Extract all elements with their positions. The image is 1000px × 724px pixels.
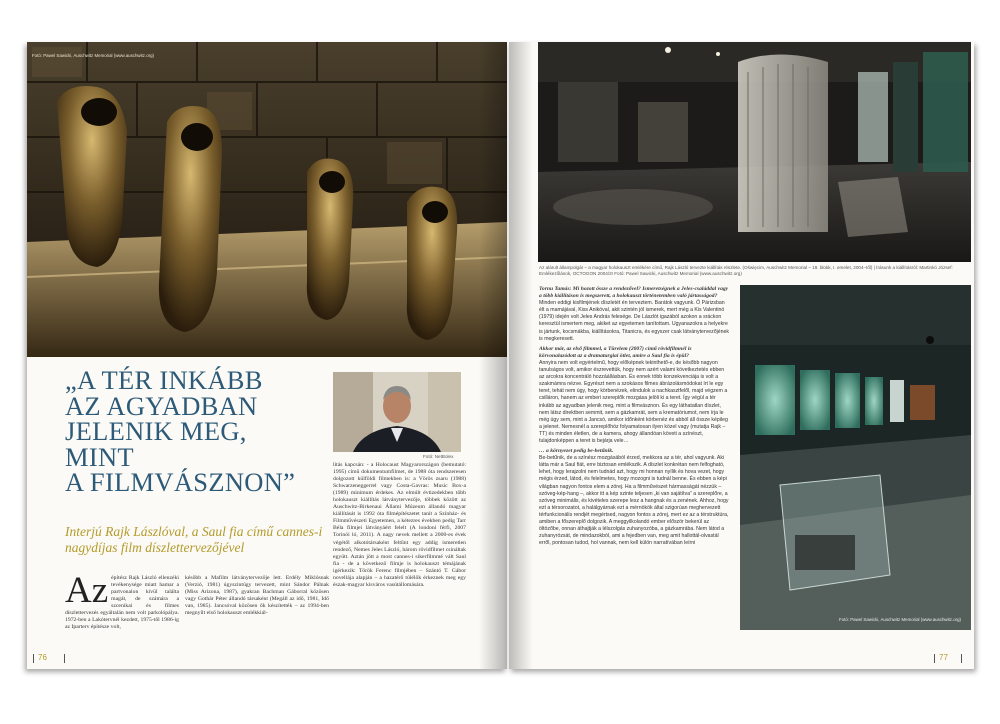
page-marker-bar [961, 654, 962, 663]
bottom-photo-credit: Fotó: Pawel Sawicki, Auschwitz Memorial (www.auschwitz.org) [839, 617, 961, 622]
answer-1: Minden eddigi kisfilmjének díszletét én terveztem. Barátok vagyunk. Ő Párizsban élt a mamájával, Kiss Anikóval, akit szintén jól ismerek, mert még a Kis Valentinó (1979) idején volt Jeles András felesége. De Lászlót igazából azokon a sráckon keresztül ismertem meg, akiket az egyetemen tanítottam. Ugyanazokra a helyekre is jártunk, kocsmákba, kiállításokra, Titanicra, és egyszer csak látványtervezőjének is megkeresett. [539, 300, 729, 342]
page-number-left: 76 [38, 653, 47, 662]
gutter-shadow [479, 42, 507, 669]
exhibition-room-image [740, 285, 971, 630]
portrait-image [333, 372, 461, 452]
exhibition-hall-image [538, 42, 971, 262]
answer-3: Be-betűnik, de a színész mozgásából érzed, mekkora az a tér, ahol vagyunk. Aki látta már a Saul fiát, erre biztosan emlékszik. A díszlet konkrétan nem felfogható, lehet, hogy lerajzolni nem tudnád azt, hogy mi honnan nyílik és hova vezet, hogy mégis érzed, látod, és felelmetes, hogy mozogni is tudnál benne. És ebben a képi világban nagyon fontos elem a zörej. Ha a filmművészet hármasságát nézzük – szöveg-kép-hang –, akkor itt a kép szinte teljesen „ki van sajátítva” a szereplőre, a szöveg minimális, és kivételes szerepe lesz a hangnak és a zenének. Ahhoz, hogy ezt a térsorozatot, a halálgyárnak ezt a mérnökök által szigorúan meghervezett térfunkcionális rendjét megértsed, nagyon fontos a zörej, mert ez az a térstruktúra, amiben a főszereplő dolgozik. A meggyilkolandó ember először bekerül az öltözőbe, onnan áthajtják a lélszolgás zuhanyozóba, a gázkamrába. Nem látod a zuhanyrózsát, de mindazokból, ami a fejedben van, meg amit hallottál-olvastál erről, pontosan tudod, hol vannak, nem kell külön narratívában leírni [539, 455, 729, 547]
gutter-shadow [509, 42, 533, 669]
page-marker-bar [934, 654, 935, 663]
headline-line: MINT [65, 441, 134, 472]
page-marker-bar [64, 654, 65, 663]
question-3: … a környezet pedig be-betűnik. [539, 448, 614, 455]
article-column-1 [65, 570, 179, 631]
column-3-text: lítás kapcsán: - a Holocaust Magyarországon (bemutató: 1995) című dokumentumfilmet, de 1988 óta rendszeresen dolgozott külföldi filmekben is: a Vörös zsaru (1988) Schwarzeneggerrel vagy Costa-Gavras: Music Box-a (1989) minimum érdekes. Az elmúlt évtizedekben több holokauszt kiállítás látványtervezője, többek között az Auschwitz-Birkenaui Állami Múzeum állandó magyar kiállítását is 1992 óta filmépítészetet tanít a Színház- és Filmművészeti Egyetemen, a kétezres években pedig Tarr Béla filmjei látványáért felelt (A londoni férfi, 2007 Torinói ló, 2011). A nagy nevek mellett a 2000-es évek végétől alkotótársaként feltűnt egy addig ismeretlen rendező, Nemes Jeles László, három rövidfilmet csináltak együtt. Aztán jött a most cannes-i sikerfilmmé vált Saul fia - de a következő filmje is holokauszt témájának igérkezik: Török Ferenc filmjében – Szántó T. Gábor novellája alapján – a hazatérő túlélők érkeznek meg egy észak-magyar kisváros vasútállomására. [333, 462, 466, 588]
page-number-right: 77 [939, 653, 948, 662]
dropcap: Az [65, 570, 109, 611]
portrait-photo [333, 372, 461, 452]
subtitle: Interjú Rajk Lászlóval, a Saul fia című cannes-i nagydíjas film díszlettervezőjével [65, 524, 323, 555]
article-column-3 [333, 462, 466, 589]
headline-line: AZ AGYADBAN [65, 390, 258, 421]
interview-text [539, 286, 729, 547]
headline-line: A FILMVÁSZNON” [65, 467, 296, 497]
left-page [27, 42, 507, 669]
headline-line: JELENIK MEG, [65, 416, 247, 446]
headline [65, 365, 365, 497]
column-2-text: később a Mafilm látványtervezője lett. Erdély Miklósnak (Verzió, 1981) úgyszintúgy tervezett, mint Sándor Pálnak (Miss Arizona, 1987), gyakran Bachman Gáborral közösen vagy Gothár Péter állandó társaként (Megáll az idő, 1981, Idő van, 1985). Jancsóval közösen ők készítették – az 1994-ben megnyílt első holokauszt emlékkiál- [185, 575, 329, 617]
bronze-shoes-image [27, 42, 507, 357]
headline-line: „A TÉR INKÁBB [65, 365, 263, 395]
question-2: Akkor már, az első filmmel, a Türelem (2007) című rövidfilmnél is körvonalazódott az a dramaturgiai ötlet, amire a Saul fia is épül? [539, 345, 692, 359]
answer-2: Annyira nem volt egyértelmű, hogy előképnek tekinthető-e, de később nagyon tanulságos volt, amikor észrevettük, hogy nem azért valami következtetés ebben az arcokra koncentráló hozzáállásban. És ennek több konzekvenciája is volt a szakmámra nézve. Egyrészt nem a szokásos filmes ábrázolásmódokat írt le egy teret, tehát nem úgy, hogy körbenézek, elindulok a nachkasztfelől, majd végzem a csilláron, hanem az emberi szereplők mozgása jelöli ki a teret. Így végül a tér inkább az agyadban jelenik meg, mint a filmvásznon. És egy láthatatlan díszlet, nem látsz direktben semmit, sem a gázkamrát, sem a krematóriumot, nem írja le még úgy sem, mint a Jancsó, amikor időnként körbenéz és abból áll össze képileg a jelenet. Nemesnél a szereplőhöz folyamatosan ilyen közel vagy (mutatja Rajk – TT) és minden életlen, de a kamera, ahogy állandóan követi a színészt, tulajdonképpen a teret is bejárja vele… [539, 359, 728, 444]
exhibition-photo-bottom [740, 285, 971, 630]
shoes-photo [27, 42, 507, 357]
top-photo-caption: Az alárult állampolgár – a magyar holokauszt emlékére című, Rajk László tervezte kiállítás részlete. (Oświęcim, Auschwitz Memorial – 18. blokk, I. emelet, 2004–től) | Írásunk a kiállításról: Martinkó József: Emlékezőlánok, OCTOGON 2004/3! Fotó: Pawel Sawicki, Auschwitz Memorial (www.auschwitz.org) [539, 265, 953, 277]
exhibition-photo-top [538, 42, 971, 262]
portrait-credit: Fotó: NetBolex [423, 454, 454, 459]
question-1: Tornu Tamás: Mi hozott össze a rendezővel? Ismeretségnek a Jeles-családdal vagy a több kiállításon is megszerett, a holokauszt történetemben való jártasságod? [539, 286, 729, 300]
article-column-2 [185, 575, 329, 617]
right-page [509, 42, 974, 669]
shoes-photo-credit: Fotó: Pawel Sawicki, Auschwitz Memorial (www.auschwitz.org) [32, 53, 154, 58]
column-1-text: építész Rajk László ellenzéki tevékenysége miatt hamar a partvonalon kívül találta magát, de számára a szcenikai és filmes díszlettervezés egyáltalán nem volt parkolópálya. 1972-ben a Lakótervnél kezdett, 1975-től 1986-ig az Iparterv építésze volt, [65, 575, 179, 631]
page-marker-bar [33, 654, 34, 663]
